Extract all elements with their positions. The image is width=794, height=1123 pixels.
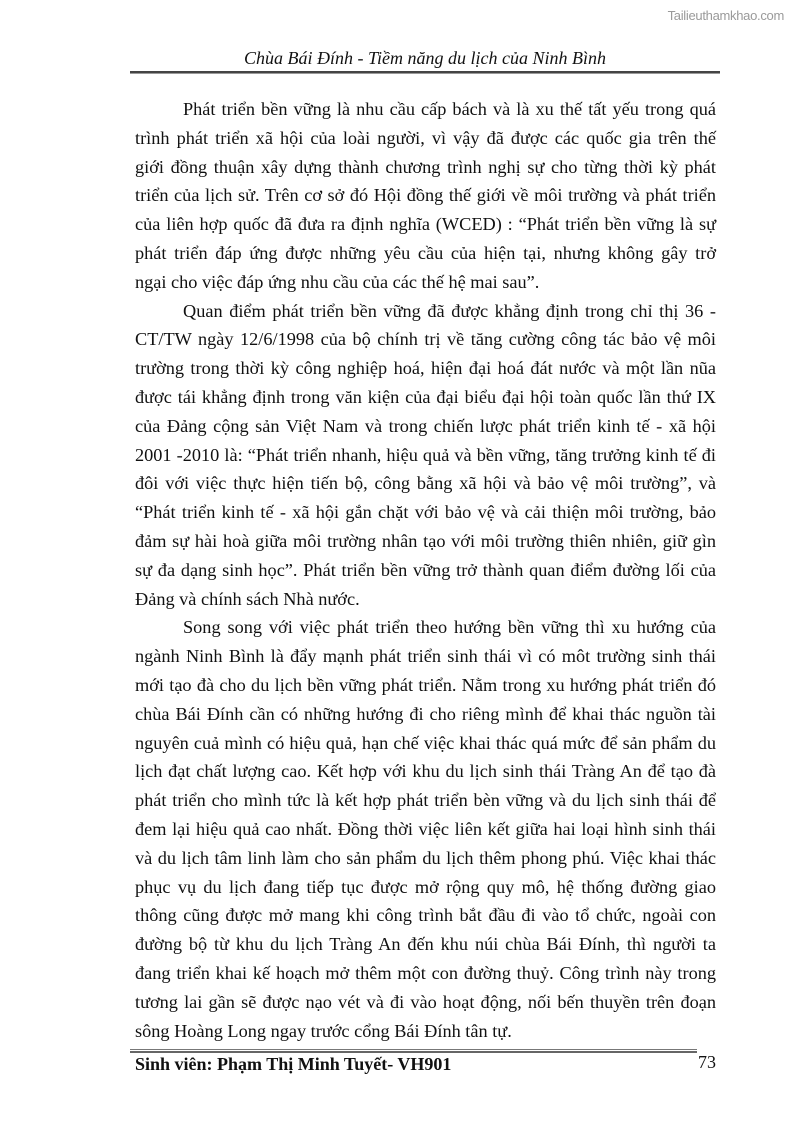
text-line: trường trong thời kỳ công nghiệp hoá, hiện đại hoá đát nước và một lần nũa [135, 358, 716, 379]
body-text [135, 95, 716, 1045]
text-line: đường bộ từ khu du lịch Tràng An đến khu núi chùa Bái Đính, thì người ta [135, 934, 716, 955]
watermark: Tailieuthamkhao.com [667, 8, 784, 23]
text-line: 2001 -2010 là: “Phát triển nhanh, hiệu quả và bền vững, tăng trưởng kinh tế đi [135, 444, 716, 465]
text-line: Quan điểm phát triển bền vững đã được khẳng định trong chỉ thị 36 - [183, 300, 716, 321]
text-line: và du lịch tâm linh làm cho sản phẩm du lịch thêm phong phú. Việc khai thác [135, 847, 716, 868]
text-line: sông Hoàng Long ngay trước cổng Bái Đính tân tự. [135, 1020, 512, 1041]
text-line: đang triển khai kế hoạch mở thêm một con đường thuỷ. Công trình này trong [135, 962, 716, 983]
text-line: ngành Ninh Bình là đẩy mạnh phát triển sinh thái vì có môt trường sinh thái [135, 646, 716, 667]
text-line: Phát triển bền vững là nhu cầu cấp bách và là xu thế tất yếu trong quá [183, 99, 716, 119]
text-line: phát triển đáp ứng được những yêu cầu của hiện tại, nhưng không gây trở [135, 242, 716, 263]
paragraph [135, 613, 716, 1045]
text-line: phục vụ du lịch đang tiếp tục được mở rộng quy mô, hệ thống đường giao [135, 876, 716, 897]
header-rule [130, 71, 720, 73]
text-line: thông cũng được mở mang khi công trình bắt đầu đi vào tổ chức, ngoài con [135, 905, 716, 926]
text-line: “Phát triển kinh tế - xã hội gắn chặt với bảo vệ và cải thiện môi trường, bảo [135, 502, 716, 523]
text-line: trình phát triển xã hội của loài người, vì vậy đã được các quốc gia trên thế [135, 127, 716, 148]
text-line: mới tạo đà cho du lịch bền vững phát triển. Nằm trong xu hướng phát triển đó [135, 674, 716, 695]
text-line: được tái khẳng định trong văn kiện của đại biểu đại hội toàn quốc lần thứ IX [135, 386, 716, 407]
text-line: CT/TW ngày 12/6/1998 của bộ chính trị về tăng cường công tác bảo vệ môi [135, 329, 716, 350]
paragraph [135, 95, 716, 297]
text-line: đảm sự hài hoà giữa môi trường nhân tạo với môi trường thiên nhiên, giữ gìn [135, 530, 716, 551]
running-header-title: Chùa Bái Đính - Tiềm năng du lịch của Ninh Bình [244, 48, 606, 68]
footer-rule [130, 1049, 697, 1053]
text-line: của liên hợp quốc đã đưa ra định nghĩa (WCED) : “Phát triển bền vững là sự [135, 214, 716, 235]
text-line: Song song với việc phát triển theo hướng bền vững thì xu hướng của [183, 617, 716, 638]
page-number: 73 [698, 1052, 716, 1072]
paragraph [135, 297, 716, 614]
text-line: sự đa dạng sinh học”. Phát triển bền vững trở thành quan điểm đường lối của [135, 559, 716, 580]
text-line: chùa Bái Đính cần có những hướng đi cho riêng mình để khai thác nguồn tài [135, 703, 716, 724]
text-line: triển của lịch sử. Trên cơ sở đó Hội đồng thế giới về môi trường và phát triển [135, 185, 716, 206]
text-line: ngại cho việc đáp ứng nhu cầu của các thế hệ mai sau”. [135, 271, 540, 292]
text-line: lịch đạt chất lượng cao. Kết hợp với khu du lịch sinh thái Tràng An để tạo đà [135, 761, 716, 782]
text-line: của Đảng cộng sản Việt Nam và trong chiến lược phát triển kinh tế - xã hội [135, 415, 716, 436]
text-line: tương lai gần sẽ được nạo vét và đi vào hoạt động, nối bến thuyền trên đoạn [135, 991, 716, 1012]
text-line: nguyên cuả mình có hiệu quả, hạn chế việc khai thác quá mức để sản phẩm du [135, 732, 716, 753]
text-line: phát triển cho mình tức là kết hợp phát triển bèn vững và du lịch sinh thái để [135, 790, 716, 811]
text-line: đôi với việc thực hiện tiến bộ, công bằng xã hội và bảo vệ môi trường”, và [135, 473, 716, 494]
text-line: giới đồng thuận xây dựng thành chương trình nghị sự cho từng thời kỳ phát [135, 156, 716, 177]
footer-author: Sinh viên: Phạm Thị Minh Tuyết- VH901 [135, 1054, 452, 1074]
text-line: Đảng và chính sách Nhà nước. [135, 588, 360, 609]
text-line: đem lại hiệu quả cao nhất. Đồng thời việc liên kết giữa hai loại hình sinh thái [135, 818, 716, 839]
